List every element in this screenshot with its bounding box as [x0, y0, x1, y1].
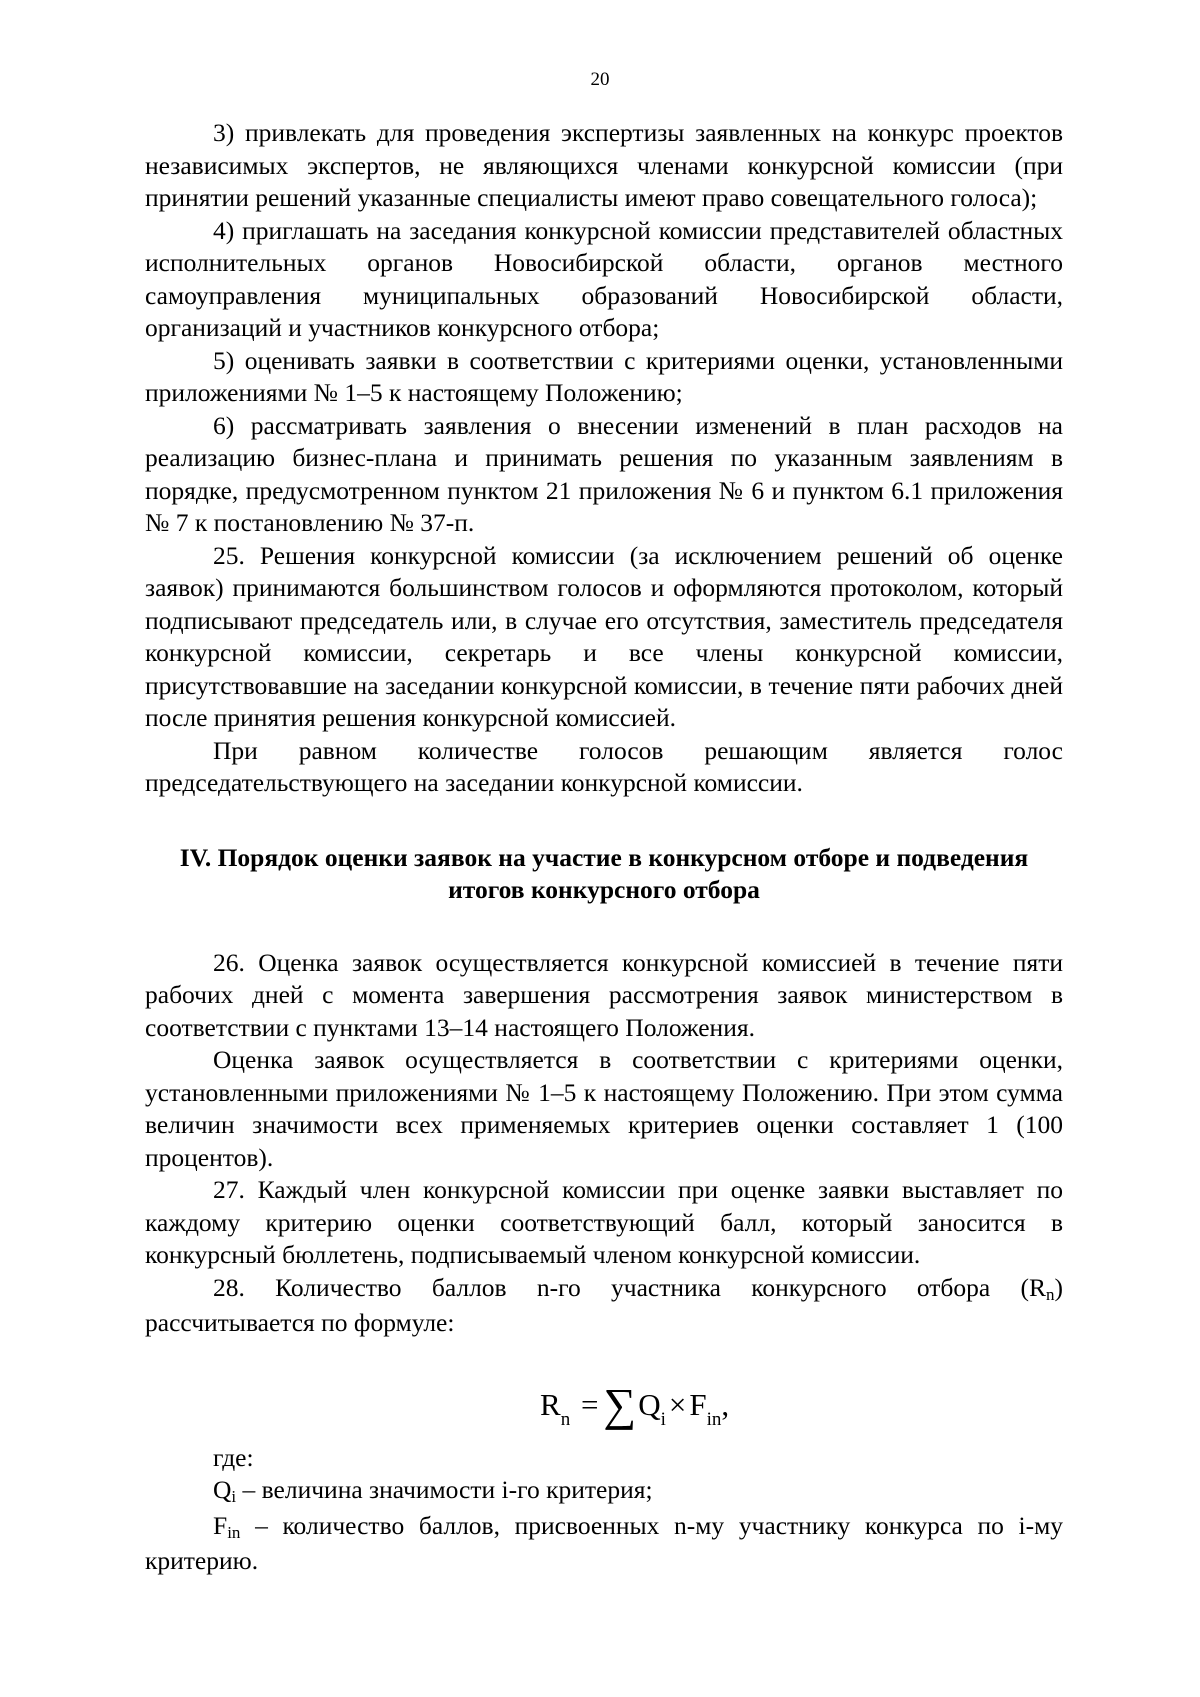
paragraph-evaluation-criteria: Оценка заявок осуществляется в соответствии с критериями оценки, установленными приложениями № 1–5 к настоящему Положению. При этом сумма величин значимости всех применяемых критериев оценки составляет 1 (100 процентов).	[145, 1045, 1063, 1172]
formula-trail: ,	[721, 1386, 730, 1422]
page-number: 20	[590, 69, 610, 90]
formula-intro-before: 28. Количество баллов n-го участника конкурсного отбора (R	[213, 1272, 1046, 1302]
formula-q: Q	[638, 1386, 661, 1422]
formula	[540, 1378, 729, 1432]
formula-lhs-sub: n	[560, 1408, 571, 1430]
definition-q-symbol: Q	[213, 1475, 232, 1504]
paragraph-item-4: 4) приглашать на заседания конкурсной комиссии представителей областных исполнительных органов Новосибирской области, органов местного самоуправления муниципальных образований Новосибирской области, организаций и участников конкурсного отбора;	[145, 215, 1063, 342]
formula-f-sub: in	[706, 1408, 722, 1430]
paragraph-item-5: 5) оценивать заявки в соответствии с критериями оценки, установленными приложениями № 1–5 к настоящему Положению;	[145, 345, 1063, 407]
formula-intro-after: ) рассчитывается по формуле:	[145, 1272, 1063, 1337]
definition-f-sub: in	[227, 1522, 241, 1542]
formula-intro-sub: n	[1046, 1284, 1055, 1304]
paragraph-26: 26. Оценка заявок осуществляется конкурсной комиссией в течение пяти рабочих дней с момента завершения рассмотрения заявок министерством в соответствии с пунктами 13–14 настоящего Положения.	[145, 947, 1063, 1042]
formula-q-sub: i	[660, 1408, 666, 1430]
formula-times: ×	[668, 1386, 687, 1422]
where-label: где:	[213, 1442, 254, 1472]
paragraph-25: 25. Решения конкурсной комиссии (за исключением решений об оценке заявок) принимаются большинством голосов и оформляются протоколом, который подписывают председатель или, в случае его отсутствия, заместитель председателя конкурсной комиссии, секретарь и все члены конкурсной комиссии, присутствовавшие на заседании конкурсной комиссии, в течение пяти рабочих дней после принятия решения конкурсной комиссией.	[145, 540, 1063, 732]
document-body	[145, 117, 1063, 1578]
formula-block	[145, 1374, 1063, 1434]
definition-f	[145, 1510, 1063, 1578]
definition-q	[145, 1474, 1063, 1510]
paragraph-27: 27. Каждый член конкурсной комиссии при оценке заявки выставляет по каждому критерию оценки соответствующий балл, который заносится в конкурсный бюллетень, подписываемый членом конкурсной комиссии.	[145, 1175, 1063, 1269]
paragraph-item-6: 6) рассматривать заявления о внесении изменений в план расходов на реализацию бизнес-плана и принимать решения по указанным заявлениям в порядке, предусмотренном пунктом 21 приложения № 6 и пунктом 6.1 приложения № 7 к постановлению № 37-п.	[145, 410, 1063, 537]
paragraph-28	[145, 1272, 1063, 1340]
definition-q-text: – величина значимости i-го критерия;	[236, 1475, 653, 1504]
paragraph-equal-votes: При равном количестве голосов решающим является голос председательствующего на заседании конкурсной комиссии.	[145, 735, 1063, 797]
definition-f-text: – количество баллов, присвоенных n-му участнику конкурса по i-му критерию.	[145, 1510, 1063, 1575]
formula-sum-symbol: ∑	[603, 1378, 637, 1430]
section-heading: IV. Порядок оценки заявок на участие в конкурсном отборе и подведения итогов конкурсного отбора	[179, 842, 1029, 904]
formula-lhs: R	[540, 1386, 561, 1422]
paragraph-item-3: 3) привлекать для проведения экспертизы заявленных на конкурс проектов независимых экспертов, не являющихся членами конкурсной комиссии (при принятии решений указанные специалисты имеют право совещательного голоса);	[145, 118, 1063, 212]
definition-f-symbol: F	[213, 1510, 228, 1540]
definition-q-sub: i	[231, 1487, 237, 1506]
formula-equals: =	[580, 1386, 599, 1422]
formula-f: F	[689, 1386, 707, 1422]
